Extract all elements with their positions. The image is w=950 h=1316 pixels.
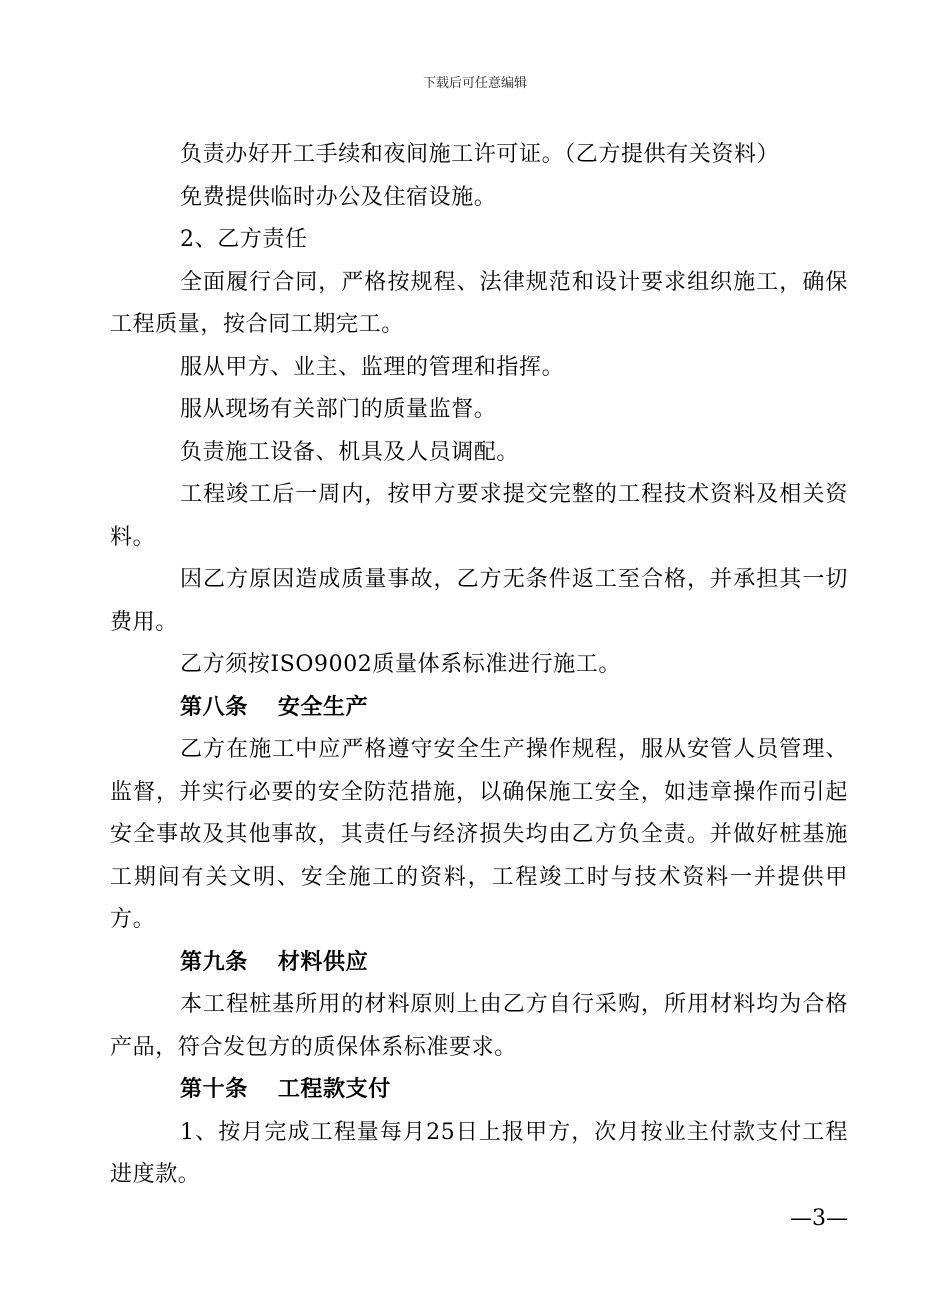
article-9-heading [110,942,848,985]
paragraph: 免费提供临时办公及住宿设施。 [180,184,497,210]
article-title: 工程款支付 [277,1077,391,1102]
document-body [110,134,848,1197]
article-10-heading [110,1069,848,1112]
paragraph: 负责施工设备、机具及人员调配。 [180,439,520,465]
article-title: 安全生产 [277,694,369,720]
article-9-text: 本工程桩基所用的材料原则上由乙方自行采购，所用材料均为合格产品，符合发包方的质保体系标准要求。 [110,992,848,1060]
paragraph: 工程竣工后一周内，按甲方要求提交完整的工程技术资料及相关资料。 [110,482,848,550]
article-title: 材料供应 [277,949,369,975]
article-10-text: 1、按月完成工程量每月25日上报甲方，次月按业主付款支付工程进度款。 [110,1119,848,1187]
article-number: 第十条 [180,1077,248,1102]
paragraph: 负责办好开工手续和夜间施工许可证。（乙方提供有关资料） [180,142,780,167]
article-8-text: 乙方在施工中应严格遵守安全生产操作规程，服从安管人员管理、监督，并实行必要的安全防范措施，以确保施工安全，如违章操作而引起安全事故及其他事故，其责任与经济损失均由乙方负全责。并做好桩基施工期间有关文明、安全施工的资料，工程竣工时与技术资料一并提供甲方。 [110,737,848,932]
paragraph: 乙方须按ISO9002质量体系标准进行施工。 [180,652,621,677]
article-number: 第九条 [180,949,248,975]
paragraph: 服从现场有关部门的质量监督。 [180,397,497,422]
paragraph: 全面履行合同，严格按规程、法律规范和设计要求组织施工，确保工程质量，按合同工期完工。 [110,269,848,337]
page-header: 下载后可任意编辑 [422,76,527,91]
paragraph: 2、乙方责任 [180,227,308,252]
article-8-heading [110,687,848,730]
paragraph: 因乙方原因造成质量事故，乙方无条件返工至合格，并承担其一切费用。 [110,567,848,635]
article-number: 第八条 [180,694,248,720]
paragraph: 服从甲方、业主、监理的管理和指挥。 [180,354,565,380]
page-number: —3— [790,1206,848,1231]
